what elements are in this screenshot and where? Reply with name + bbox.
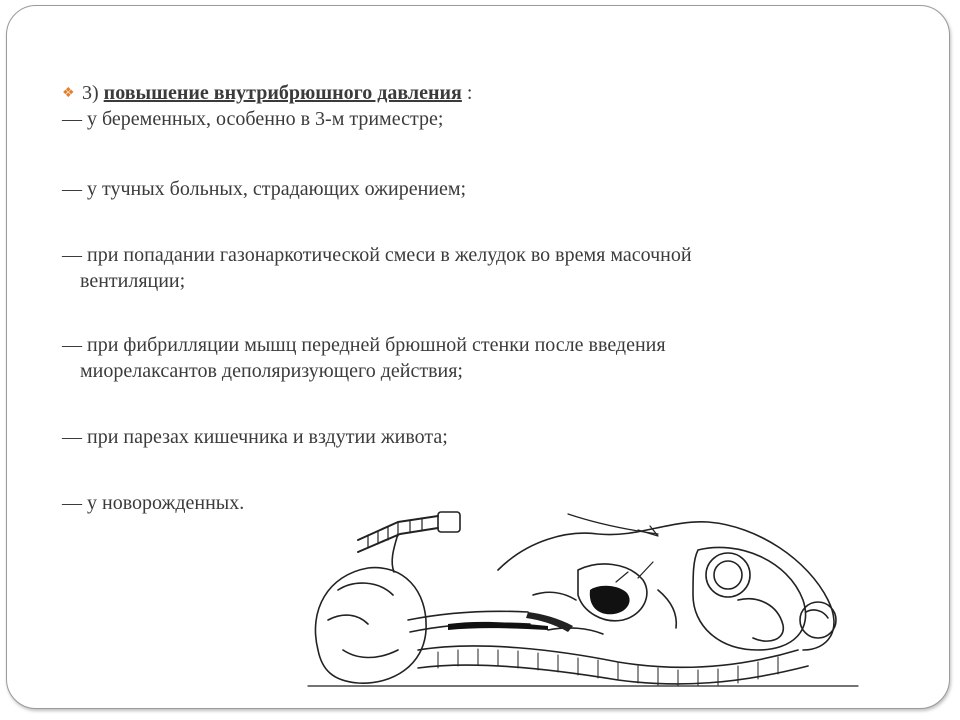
- slide-content: [62, 80, 852, 516]
- title-emphasis: повышение внутрибрюшного давления: [103, 82, 462, 104]
- pregnant-patient-sagittal-section-illustration: [298, 500, 878, 696]
- list-item: [62, 106, 852, 132]
- list-item-continuation: вентиляции;: [80, 270, 186, 292]
- list-item-text: — у тучных больных, страдающих ожирением;: [62, 178, 467, 200]
- list-item: [62, 242, 852, 294]
- list-item-text: — при фибрилляции мышц передней брюшной стенки после введения: [62, 334, 666, 356]
- bullet-icon: ❖: [62, 86, 75, 101]
- list-item: [62, 332, 852, 384]
- list-item-continuation: миорелаксантов деполяризующего действия;: [80, 360, 463, 382]
- list-item: [62, 176, 852, 202]
- list-item: [62, 424, 852, 450]
- slide-title: [62, 80, 852, 106]
- list-item-text: — при попадании газонаркотической смеси в желудок во время масочной: [62, 244, 692, 266]
- title-number: 3): [82, 82, 99, 104]
- list-item-text: — у беременных, особенно в 3-м триместре;: [62, 108, 444, 130]
- title-suffix: :: [466, 82, 473, 104]
- list-item-text: — у новорожденных.: [62, 492, 245, 514]
- list-item-text: — при парезах кишечника и вздутии живота;: [62, 426, 448, 448]
